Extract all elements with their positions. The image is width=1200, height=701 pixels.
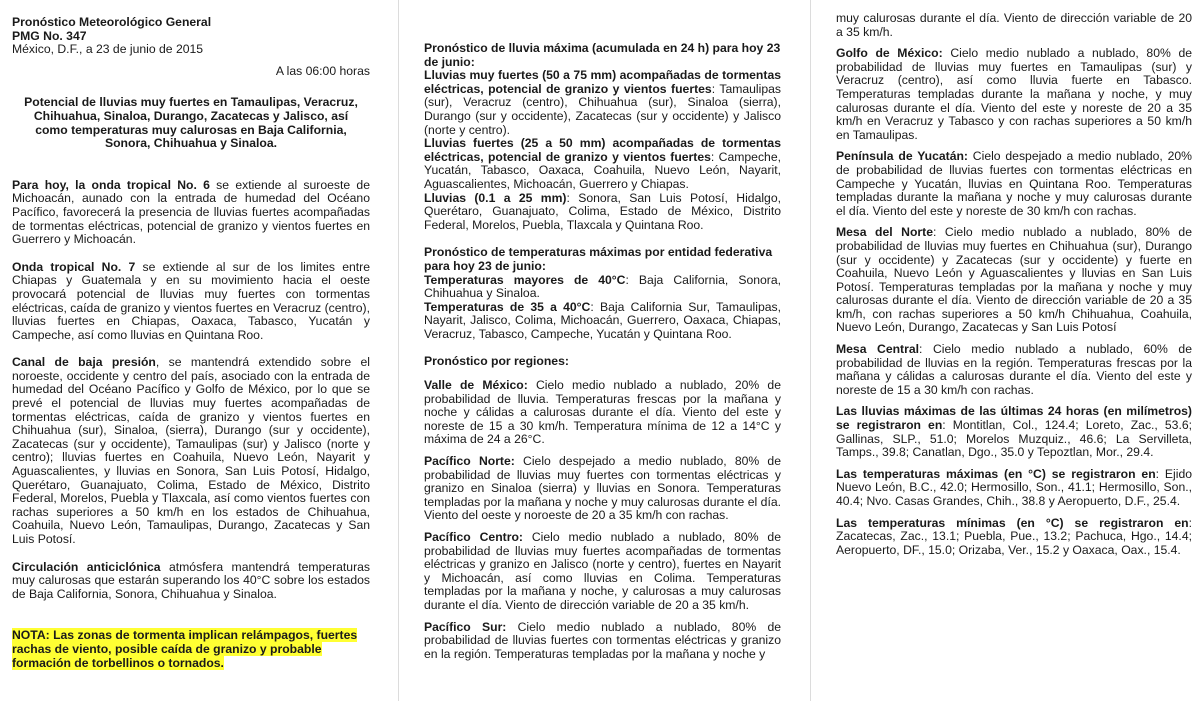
rain-forecast-title: Pronóstico de lluvia máxima (acumulada en 24 h) para hoy 23 de junio:	[424, 41, 781, 69]
column-1	[12, 0, 370, 701]
paragraph-canal-baja: Canal de baja presión, se mantendrá extendido sobre el noroeste, occidente y centro del país, asociado con la entrada de humedad del Océano Pacífico y Golfo de México, por lo que se prevé el potencial de lluvias muy fuertes acompañadas de tormentas eléctricas, caída de granizo y vientos fuertes en Chihuahua (sur), Sinaloa, (sierra), Durango (sur y occidente), Zacatecas (sur y occidente), Tamaulipas (sur) y Jalisco (norte y centro); lluvias fuertes en Coahuila, Nuevo León, Nayarit y Aguascalientes, y lluvias en Sonora, San Luis Potosí, Hidalgo, Querétaro, Guanajuato, Colima, Estado de México, Distrito Federal, Morelos, Puebla y Tlaxcala, así como vientos fuertes con rachas superiores a 50 km/h en los estados de Chihuahua, Coahuila, Nuevo León, Tamaulipas, Durango, Zacatecas y San Luis Potosí.	[12, 355, 370, 546]
temp-forecast-title: Pronóstico de temperaturas máximas por entidad federativa para hoy 23 de junio:	[424, 245, 773, 273]
region-pacifico-centro: Pacífico Centro: Cielo medio nublado a nublado, 80% de probabilidad de lluvias muy fuertes acompañadas de tormentas eléctricas y granizo en Jalisco (norte y centro), fuertes en Nayarit y Michoacán, así como lluvias en Colima. Temperaturas templadas por la mañana y noche, y calurosas a muy calurosas durante el día. Viento de dirección variable de 20 a 35 km/h.	[424, 530, 781, 612]
record-temp-min: Las temperaturas mínimas (en °C) se registraron en: Zacatecas, Zac., 13.1; Puebla, Pue., 13.2; Pachuca, Hgo., 14.4; Aeropuerto, DF., 15.0; Orizaba, Ver., 15.2 y Oaxaca, Oax., 15.4.	[836, 515, 1192, 557]
bulletin-number: PMG No. 347	[12, 28, 87, 43]
region-valle-mexico: Valle de México: Cielo medio nublado a nublado, 20% de probabilidad de lluvia. Temperaturas frescas por la mañana y noche y cálidas a calurosas durante el día. Viento del este y noreste de 15 a 30 km/h. Temperatura mínima de 12 a 14°C y máxima de 24 a 26°C.	[424, 378, 781, 447]
region-peninsula-yucatan: Península de Yucatán: Cielo despejado a medio nublado, 20% de probabilidad de lluvias fuertes con tormentas eléctricas en Campeche y Yucatán, lluvias en Quintana Roo. Temperaturas templadas durante la mañana y noche y muy calurosas durante el día. Viento del este y noreste de 30 km/h con rachas.	[836, 149, 1192, 218]
paragraph-onda-6: Para hoy, la onda tropical No. 6 se extiende al suroeste de Michoacán, aunado con la entrada de humedad del Océano Pacífico, favorecerá la presencia de lluvias fuertes acompañadas de tormentas eléctricas, potencial de granizo y vientos fuertes en Guerrero y Michoacán.	[12, 177, 370, 247]
bulletin-title: Pronóstico Meteorológico General	[12, 15, 212, 29]
record-rain-max: Las lluvias máximas de las últimas 24 horas (en milímetros) se registraron en: Montitlan, Col., 124.4; Loreto, Zac., 53.6; Gallinas, SLP., 51.0; Morelos Muzquiz., 46.6; La Servilleta, Tamps., 39.8; Canatlan, Dgo., 35.0 y Tepoztlan, Mor., 29.4.	[836, 404, 1192, 460]
column-divider-2	[810, 0, 811, 701]
region-pacifico-norte: Pacífico Norte: Cielo despejado a medio nublado, 80% de probabilidad de lluvias muy fuertes con tormentas eléctricas y granizo en Sinaloa (sierra) y lluvias en Sonora. Temperaturas templadas por la mañana y noche y muy calurosas durante el día. Viento del oeste y noroeste de 20 a 35 km/h con rachas.	[424, 454, 781, 523]
region-golfo-mexico: Golfo de México: Cielo medio nublado a nublado, 80% de probabilidad de lluvias muy fuertes en Tamaulipas (sur) y Veracruz (centro), así como lluvia fuerte en Tabasco. Temperaturas templadas durante la mañana y noche, y muy calurosas durante el día. Viento del este y noreste de 20 a 35 km/h en Veracruz y Tabasco y con rachas superiores a 50 km/h en Tamaulipas.	[836, 46, 1192, 142]
rain-very-strong: Lluvias muy fuertes (50 a 75 mm) acompañadas de tormentas eléctricas, potencial de granizo y vientos fuertes: Tamaulipas (sur), Veracruz (centro), Chihuahua (sur), Sinaloa (sierra), Durango (sur y occidente), Zacatecas (sur y occidente) y Jalisco (norte y centro).	[424, 68, 781, 137]
regions-title: Pronóstico por regiones:	[424, 354, 569, 369]
bulletin-date: México, D.F., a 23 de junio de 2015	[12, 42, 204, 57]
headline: Potencial de lluvias muy fuertes en Tamaulipas, Veracruz, Chihuahua, Sinaloa, Durango, Zacatecas y Jalisco, así como temperaturas muy calurosas en Baja California, Sonora, Chihuahua y Sinaloa.	[24, 95, 358, 151]
column-2	[424, 0, 781, 701]
paragraph-onda-7: Onda tropical No. 7 se extiende al sur de los limites entre Chiapas y Guatemala y en su movimiento hacia el oeste provocará potencial de lluvias muy fuertes con tormentas eléctricas, caída de granizo y vientos fuertes en Veracruz (centro), lluvias fuertes en Chiapas, Oaxaca, Tabasco, Yucatán y Campeche, así como lluvias en Quintana Roo.	[12, 259, 370, 342]
region-pacifico-sur: Pacífico Sur: Cielo medio nublado a nublado, 80% de probabilidad de lluvias fuertes con tormentas eléctricas y granizo en la región. Temperaturas templadas por la mañana y noche y	[424, 619, 781, 661]
rain-strong: Lluvias fuertes (25 a 50 mm) acompañadas de tormentas eléctricas, potencial de granizo y vientos fuertes: Campeche, Yucatán, Tabasco, Oaxaca, Coahuila, Nuevo León, Nayarit, Aguascalientes, Michoacán, Guerrero y Chiapas.	[424, 136, 781, 191]
column-3	[836, 0, 1192, 701]
region-mesa-norte: Mesa del Norte: Cielo medio nublado a nublado, 80% de probabilidad de lluvias muy fuertes en Chihuahua (sur), Durango (sur y occidente) y Zacatecas (sur y occidente) y fuerte en Coahuila, Nuevo León y Aguascalientes y lluvias en San Luis Potosí. Temperaturas templadas por la mañana y noche y muy calurosas durante el día. Viento de dirección variable de 20 a 35 km/h, con rachas superiores a 50 km/h Chihuahua, Coahuila, Nuevo León, Durango, Zacatecas y San Luis Potosí	[836, 225, 1192, 335]
region-pacifico-sur-cont: muy calurosas durante el día. Viento de dirección variable de 20 a 35 km/h.	[836, 11, 1192, 39]
column-divider-1	[398, 0, 399, 701]
temp-35-40: Temperaturas de 35 a 40°C: Baja California Sur, Tamaulipas, Nayarit, Jalisco, Colima, Michoacán, Guerrero, Oaxaca, Chiapas, Veracruz, Tabasco, Campeche, Yucatán y Quintana Roo.	[424, 299, 781, 341]
rain-light: Lluvias (0.1 a 25 mm): Sonora, San Luis Potosí, Hidalgo, Querétaro, Guanajuato, Colima, Estado de México, Distrito Federal, Morelos, Puebla, Tlaxcala y Quintana Roo.	[424, 190, 781, 232]
record-temp-max: Las temperaturas máximas (en °C) se registraron en: Ejido Nuevo León, B.C., 42.0; Hermosillo, Son., 41.1; Hermosillo, Son., 40.4; Nvo. Casas Grandes, Chih., 38.8 y Aeropuerto, D.F., 25.4.	[836, 466, 1192, 508]
paragraph-anticiclon: Circulación anticiclónica atmósfera mantendrá temperaturas muy calurosas que estarán superando los 40°C sobre los estados de Baja California, Sonora, Chihuahua y Sinaloa.	[12, 559, 370, 601]
nota-warning: NOTA: Las zonas de tormenta implican relámpagos, fuertes rachas de viento, posible caída de granizo y probable formación de torbellinos o tornados.	[12, 628, 358, 670]
bulletin-time: A las 06:00 horas	[275, 63, 370, 78]
temp-over-40: Temperaturas mayores de 40°C: Baja California, Sonora, Chihuahua y Sinaloa.	[424, 272, 781, 301]
region-mesa-central: Mesa Central: Cielo medio nublado a nublado, 60% de probabilidad de lluvias en la región. Temperaturas frescas por la mañana y cálidas a calurosas durante el día. Viento del este y noreste de 15 a 30 km/h con rachas.	[836, 342, 1192, 397]
